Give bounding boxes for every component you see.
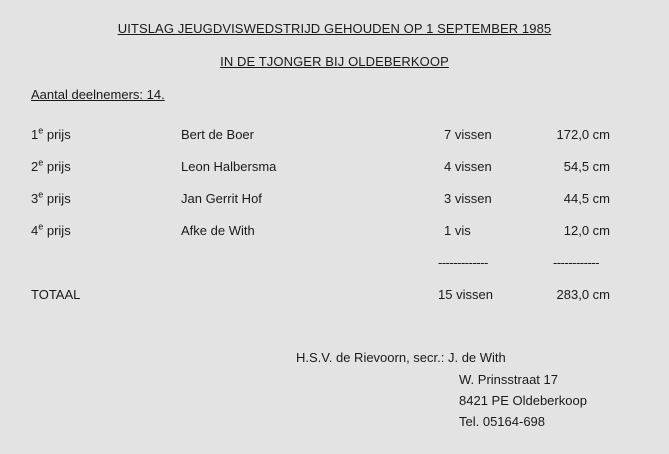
catch-count: 1 vis	[444, 223, 471, 238]
separator-catch: -------------	[438, 255, 488, 270]
catch-length: 44,5 cm	[563, 191, 610, 206]
total-catch: 15 vissen	[438, 287, 493, 302]
catch-length: 12,0 cm	[563, 223, 610, 238]
catch-length: 54,5 cm	[563, 159, 610, 174]
participant-count: Aantal deelnemers: 14.	[31, 87, 165, 102]
winner-name: Leon Halbersma	[181, 159, 277, 174]
winner-name: Bert de Boer	[181, 127, 254, 142]
total-length: 283,0 cm	[556, 287, 610, 302]
catch-length: 172,0 cm	[556, 127, 610, 142]
document-title: UITSLAG JEUGDVISWEDSTRIJD GEHOUDEN OP 1 SEPTEMBER 1985	[117, 21, 552, 36]
document-subtitle: IN DE TJONGER BIJ OLDEBERKOOP	[220, 54, 449, 69]
catch-count: 3 vissen	[444, 191, 492, 206]
total-label: TOTAAL	[31, 287, 81, 302]
catch-count: 7 vissen	[444, 127, 492, 142]
prize-label: 4e prijs	[31, 221, 71, 238]
separator-length: ------------	[553, 255, 599, 270]
winner-name: Jan Gerrit Hof	[181, 191, 262, 206]
prize-label: 3e prijs	[31, 189, 71, 206]
prize-label: 1e prijs	[31, 125, 71, 142]
address-city: 8421 PE Oldeberkoop	[459, 393, 587, 408]
club-secretary: H.S.V. de Rievoorn, secr.: J. de With	[296, 350, 506, 365]
prize-label: 2e prijs	[31, 157, 71, 174]
catch-count: 4 vissen	[444, 159, 492, 174]
winner-name: Afke de With	[181, 223, 255, 238]
phone-number: Tel. 05164-698	[459, 414, 546, 429]
address-street: W. Prinsstraat 17	[459, 372, 558, 387]
